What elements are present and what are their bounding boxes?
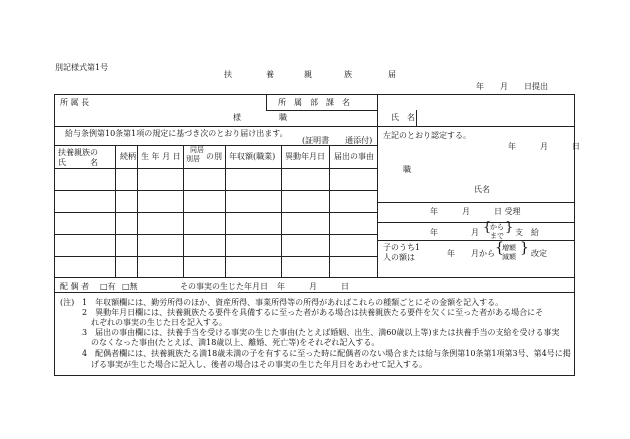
table-row bbox=[54, 234, 377, 235]
brace-bottom: まで bbox=[490, 232, 504, 240]
child-line2: 人の額は bbox=[383, 253, 415, 262]
table-row bbox=[54, 256, 377, 257]
submit-date: 年 月 日提出 bbox=[476, 82, 548, 91]
col-cohabit2: 別居 bbox=[186, 155, 200, 163]
col-relative-name2: 氏 名 bbox=[58, 158, 98, 167]
spouse-label: 配 偶 者 bbox=[60, 282, 90, 291]
col-income: 年収額(職業) bbox=[229, 152, 276, 161]
certify-text: 左記のとおり認定する。 bbox=[383, 131, 471, 140]
note-3a: 3 届出の事由欄には、扶養手当を受ける事実の生じた事由(たとえば婚姻、出生、満60歳以上等)または扶養手当の支給を受ける事実 bbox=[82, 328, 560, 337]
position-label: 職 bbox=[279, 113, 287, 122]
brace-left-icon: { bbox=[483, 220, 492, 235]
brace-top: から bbox=[490, 223, 504, 231]
child-date: 年 月から bbox=[447, 249, 495, 258]
spouse-yes-checkbox[interactable]: □有 bbox=[100, 282, 116, 291]
note-4b: げる事実が生じた場合に記入し、後者の場合はその事実の生じた年月日をあわせて記入する。 bbox=[91, 360, 427, 369]
name-label: 氏 名 bbox=[391, 113, 415, 122]
col-reason: 届出の事由 bbox=[334, 152, 374, 161]
title-char: 届 bbox=[388, 70, 396, 79]
title-char: 族 bbox=[344, 70, 352, 79]
title-char: 親 bbox=[304, 70, 312, 79]
brace-left-icon: { bbox=[495, 240, 504, 256]
brace-right-icon: } bbox=[505, 220, 514, 235]
table-row bbox=[54, 212, 377, 213]
col-change-date: 異動年月日 bbox=[285, 152, 325, 161]
decrease-label: 減額 bbox=[502, 253, 516, 261]
occurred-date: 年 月 日 bbox=[277, 282, 349, 291]
certify-date: 年 月 日 bbox=[508, 142, 580, 151]
note-3b: のなくなった事由(たとえば、満18歳以上、離婚、死亡等)をそれぞれ記入する。 bbox=[91, 338, 380, 347]
child-line1: 子のうち1 bbox=[383, 243, 421, 252]
affiliation-head-label: 所 属 長 bbox=[60, 98, 90, 107]
note-2a: 2 異動年月日欄には、扶養親族たる要件を具備するに至った者がある場合は扶養親族たる要件を欠くに至った者がある場合にそ bbox=[82, 308, 544, 317]
revise-label: 改定 bbox=[531, 249, 547, 258]
increase-label: 増額 bbox=[502, 244, 516, 252]
col-relative-name: 扶養親族の bbox=[58, 148, 98, 157]
notes-label: (注) bbox=[60, 298, 75, 307]
certify-name: 氏名 bbox=[474, 185, 490, 194]
occurred-date-label: その事実の生じた年月日 bbox=[180, 282, 268, 291]
title-char: 扶 bbox=[224, 70, 232, 79]
received-date: 年 月 日 受理 bbox=[430, 207, 521, 216]
table-row bbox=[54, 190, 377, 191]
brace-right-icon: } bbox=[520, 240, 529, 256]
col-cohabit3: の別 bbox=[206, 152, 222, 161]
spouse-no-checkbox[interactable]: □無 bbox=[122, 282, 138, 291]
form-id: 別記様式第1号 bbox=[55, 63, 109, 72]
note-4a: 4 配偶者欄には、扶養親族たる満18歳未満の子を有するに至った時に配偶者のない場合または給与条例第10条第1項第3号、第4号に掲 bbox=[82, 349, 571, 358]
proof-note: (証明書 通添付) bbox=[302, 136, 373, 145]
addressee-suffix: 様 bbox=[233, 113, 241, 122]
note-2b: れぞれの事実の生じた日を記入する。 bbox=[91, 318, 227, 327]
col-relation: 続柄 bbox=[120, 152, 136, 161]
pay-label: 支 給 bbox=[515, 228, 539, 237]
department-name-label: 所 属 部 課 名 bbox=[278, 98, 350, 107]
col-cohabit1: 同居 bbox=[190, 146, 204, 154]
statement-text: 給与条例第10条第1項の規定に基づき次のとおり届け出ます。 bbox=[65, 129, 288, 138]
note-1: 1 年収額欄には、勤労所得のほか、資産所得、事業所得等の所得があればこれらの種類ごとにその金額を記入する。 bbox=[82, 298, 504, 307]
title-char: 養 bbox=[266, 70, 274, 79]
pay-year: 年 bbox=[430, 228, 438, 237]
pay-month: 月 bbox=[471, 228, 479, 237]
col-birth: 生 年 月 日 bbox=[141, 152, 181, 161]
certify-role: 職 bbox=[403, 165, 411, 174]
